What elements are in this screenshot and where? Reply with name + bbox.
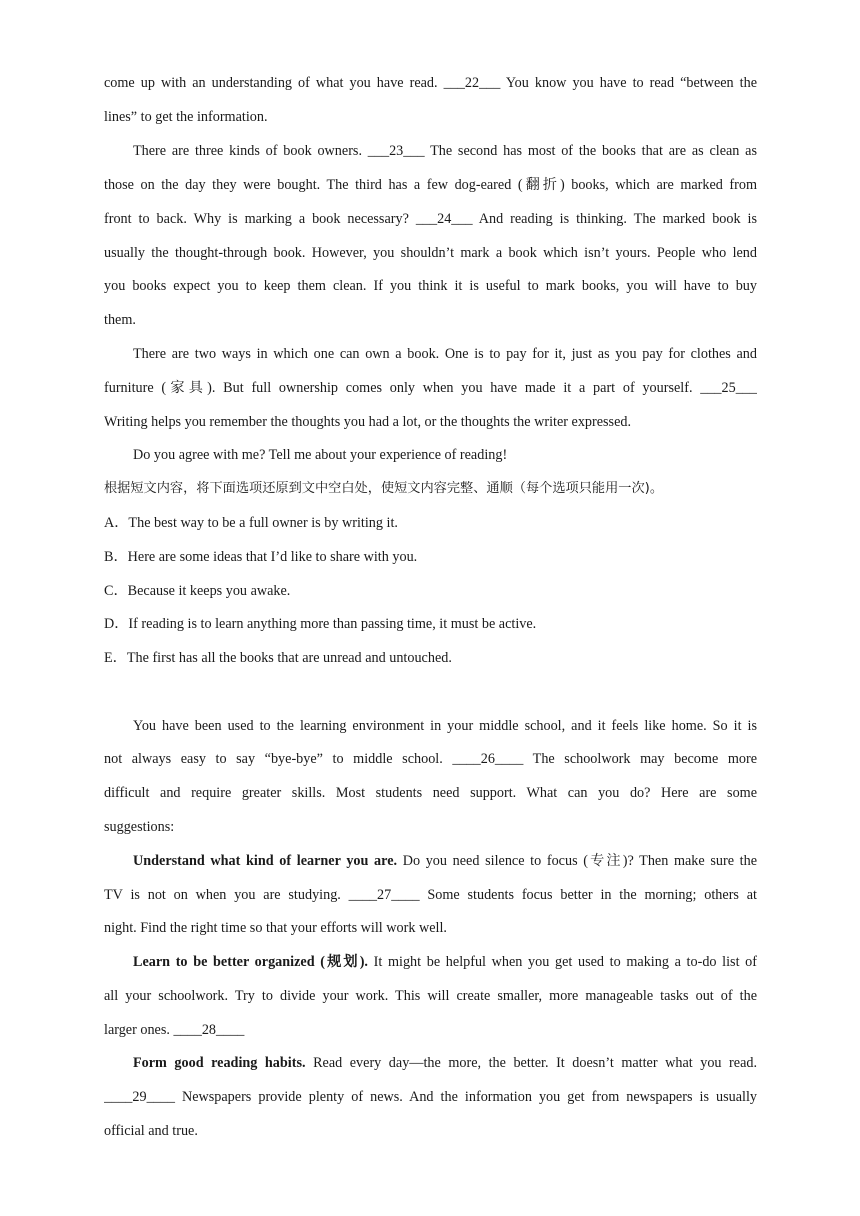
instruction-text: 根据短文内容，将下面选项还原到文中空白处，使短文内容完整、通顺（每个选项只能用一次)。 bbox=[104, 481, 664, 496]
passage1-p2-line1: There are three kinds of book owners. ___23___ The second has most of the books that are as clean as bbox=[133, 143, 757, 159]
passage2-p2-line1 bbox=[133, 850, 757, 872]
heading-reading-habits: Form good reading habits. bbox=[133, 1055, 306, 1071]
passage2-p1-line4: suggestions: bbox=[104, 819, 175, 835]
passage2-p3-line1-rest: It might be helpful when you get used to making a to-do list of bbox=[367, 954, 757, 970]
passage2-p4-line1 bbox=[133, 1052, 757, 1074]
passage2-p3-line1 bbox=[133, 951, 757, 973]
heading-learner-type: Understand what kind of learner you are. bbox=[133, 853, 398, 869]
passage1-p1-line1: come up with an understanding of what you have read. ___22___ You know you have to read “between the bbox=[104, 75, 757, 91]
passage2-p3-line3: larger ones. ____28____ bbox=[104, 1022, 245, 1038]
passage2-p3-line2: all your schoolwork. Try to divide your work. This will create smaller, more manageable tasks out of the bbox=[104, 988, 757, 1004]
passage1-p2-line5: you books expect you to keep them clean. If you think it is useful to mark books, you will have to buy bbox=[104, 278, 757, 294]
passage2-p2-line2: TV is not on when you are studying. ____27____ Some students focus better in the morning; others at bbox=[104, 887, 757, 903]
option-d: D．If reading is to learn anything more than passing time, it must be active. bbox=[104, 616, 537, 632]
passage1-p2-line4: usually the thought-through book. However, you shouldn’t mark a book which isn’t yours. People who lend bbox=[104, 245, 757, 261]
passage1-p3-line2: furniture (家具). But full ownership comes only when you have made it a part of yourself. ___25___ bbox=[104, 380, 757, 396]
passage2-p2-line3: night. Find the right time so that your efforts will work well. bbox=[104, 920, 447, 936]
passage1-p3-line3: Writing helps you remember the thoughts you had a lot, or the thoughts the writer expressed. bbox=[104, 414, 632, 430]
passage2-p2-line1-rest: Do you need silence to focus (专注)? Then make sure the bbox=[397, 853, 757, 869]
option-a: A．The best way to be a full owner is by writing it. bbox=[104, 515, 398, 531]
passage1-p3-line1: There are two ways in which one can own a book. One is to pay for it, just as you pay for clothes and bbox=[133, 346, 757, 362]
passage2-p4-line1-rest: Read every day—the more, the better. It doesn’t matter what you read. bbox=[305, 1055, 757, 1071]
passage2-p1-line2: not always easy to say “bye-bye” to middle school. ____26____ The schoolwork may become more bbox=[104, 751, 757, 767]
passage2-p4-line3: official and true. bbox=[104, 1123, 198, 1139]
passage1-p2-line3: front to back. Why is marking a book necessary? ___24___ And reading is thinking. The marked book is bbox=[104, 211, 757, 227]
passage1-p4: Do you agree with me? Tell me about your experience of reading! bbox=[133, 447, 508, 463]
heading-organized: Learn to be better organized (规划). bbox=[133, 954, 368, 970]
option-b: B．Here are some ideas that I’d like to share with you. bbox=[104, 549, 418, 565]
passage1-p2-line6: them. bbox=[104, 312, 136, 328]
option-e: E．The first has all the books that are unread and untouched. bbox=[104, 650, 452, 666]
passage2-p4-line2: ____29____ Newspapers provide plenty of news. And the information you get from newspapers is usually bbox=[104, 1089, 757, 1105]
option-c: C．Because it keeps you awake. bbox=[104, 583, 291, 599]
passage2-p1-line1: You have been used to the learning environment in your middle school, and it feels like home. So it is bbox=[133, 718, 757, 734]
passage1-p1-line2: lines” to get the information. bbox=[104, 109, 268, 125]
passage1-p2-line2: those on the day they were bought. The third has a few dog-eared (翻折) books, which are marked from bbox=[104, 177, 757, 193]
passage2-p1-line3: difficult and require greater skills. Most students need support. What can you do? Here are some bbox=[104, 785, 757, 801]
